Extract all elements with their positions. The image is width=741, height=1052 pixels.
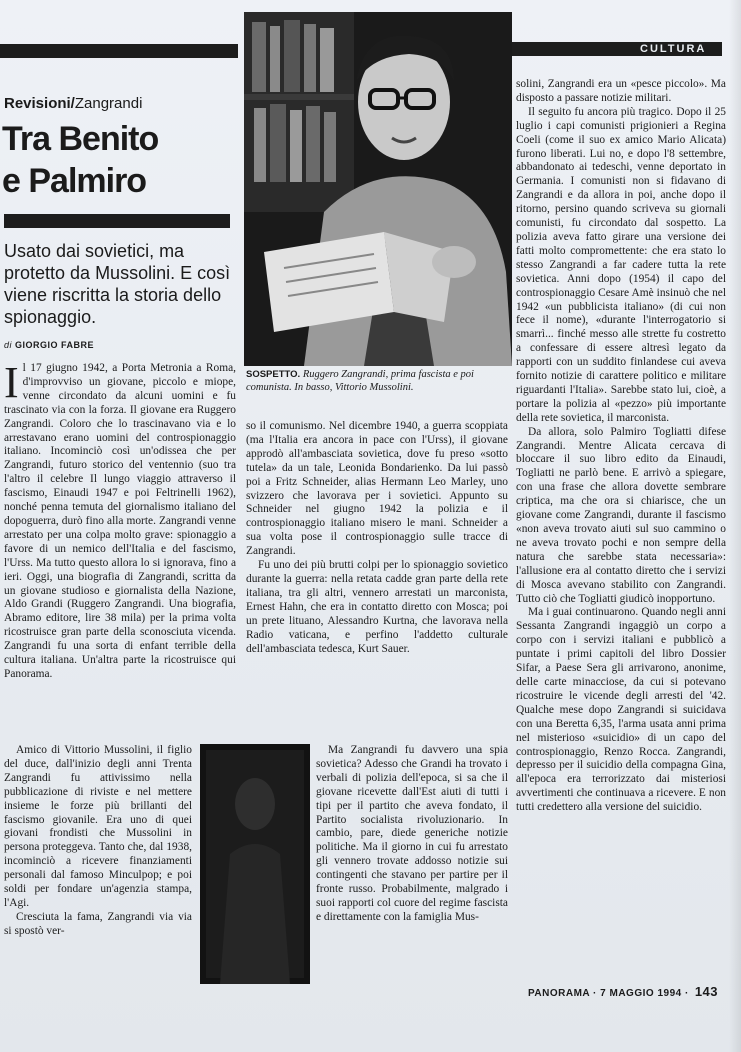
paragraph: Ma i guai continuarono. Quando negli anni Sessanta Zangrandi ingaggiò un corpo a corpo con i servizi italiani e pubblicò a puntate i primi capitoli del libro Dossier Sifar, a Paese Sera gli arrivarono, anonime, delle carte minacciose, da cui si potevano ricostruire le vicende degli arresti del '42. Qualche mese dopo Zangrandi si suicidava con una Beretta 6,35, l'arma usata anni prima nel misterioso «suicidio» di un capo del controspionaggio, Renzo Rocca. Zangrandi, depresso per il suicidio della compagna Gina, all'epoca era terrorizzato dai misteriosi avvertimenti che continuava a ricevere. E non tutti credettero alla versione del suicidio. xyxy=(516,606,726,814)
paragraph: Cresciuta la fama, Zangrandi via via si spostò ver- xyxy=(4,910,192,937)
page-number: 143 xyxy=(694,984,719,999)
section-label: CULTURA xyxy=(640,43,707,55)
headline-line-2: e Palmiro xyxy=(2,162,147,200)
headline xyxy=(2,118,234,202)
page-footer xyxy=(528,984,718,999)
article-column-1b xyxy=(4,744,192,939)
top-rule-left xyxy=(0,44,238,58)
photo-vittorio-mussolini xyxy=(200,744,310,984)
scan-edge-shadow xyxy=(729,0,741,1052)
drop-cap: I xyxy=(4,358,19,407)
photo-caption xyxy=(246,368,516,394)
article-column-1 xyxy=(4,358,236,682)
paragraph-text: l 17 giugno 1942, a Porta Metronia a Roma, d'improvviso un giovane, piccolo e miope, venne circondato da alcuni uomini e fu trascinato via con la forza. Il giovane era Ruggero Zangrandi. Coloro che lo trascinavano via e lo arrestavano erano uomini del controspionaggio italiano. Incominciò così un'odissea che per Zangrandi, futuro storico del ventennio (suo tra l'altro il celebre Il lungo viaggio attraverso il fascismo, Einaudi 1947 e poi Feltrinelli 1962), nonché penna temuta del giornalismo italiano del dopoguerra, durò fino alla morte. Zangrandi venne arrestato per una colpa molto grave: spionaggio a favore di un nemico dell'Italia e del fascismo, l'Urss. Ma tutto questo allora lo si ignorava, fino a ieri. Oggi, una biografia di Zangrandi, scritta da un giovane studioso e giornalista della Nazione, Aldo Grandi (Ruggero Zangrandi. Una biografia, Abramo editore, lire 38 mila) per la prima volta ricostruisce gran parte della sconosciuta vicenda. Zangrandi fu una sorta di enfant terrible della cultura italiana. Un'altra parte la ricostruisce qui Panorama. xyxy=(4,362,236,680)
byline-author: GIORGIO FABRE xyxy=(15,340,95,350)
photo-ruggero-zangrandi xyxy=(244,12,512,366)
paragraph: Fu uno dei più brutti colpi per lo spionaggio sovietico durante la guerra: nella retata cadde gran parte della rete italiana, tra gli altri, vennero arrestati un marconista, Ernest Hahn, che era in contatto diretto con Mosca; poi un prete lituano, Alessandro Kurtna, che lavorava nella Radio vaticana, e perfino l'addetto culturale dell'ambasciata tedesca, Kurt Sauer. xyxy=(246,559,508,655)
article-column-2b xyxy=(316,744,508,925)
paragraph: Da allora, solo Palmiro Togliatti difese Zangrandi. Mentre Alicata cercava di bloccare il suo libro edito da Einaudi, Togliatti ne parlò bene. E arrivò a spiegare, con una frase che allora dovette sembrare criptica, ma che ora si chiarisce, che un giovane come Zangrandi, durante il fascismo «non aveva trovato aiuti sul suo cammino o ne aveva trovato pochi e non sempre della natura che sarebbe stata necessaria»: l'allusione era al contatto diretto che i servizi di Mosca avevano stabilito con Zangrandi. Tutto ciò che Togliatti giudicò inopportuno. xyxy=(516,425,726,605)
paragraph: Amico di Vittorio Mussolini, il figlio del duce, dall'inizio degli anni Trenta Zangrandi fu attivissimo nella pubblicazione di riviste e nel mettere insieme le forze più brillanti del fascismo giovanile. Era uno di quei giovani frondisti che Mussolini in persona proteggeva. Tanto che, dal 1938, incominciò a ricevere finanziamenti personali dal famoso Minculpop; e poi soldi per fondare un'agenzia stampa, l'Agi. xyxy=(4,744,192,909)
caption-label: SOSPETTO. xyxy=(246,369,301,380)
caption-text: Ruggero Zangrandi, prima fascista e poi comunista. In basso, Vittorio Mussolini. xyxy=(246,369,474,393)
paragraph: so il comunismo. Nel dicembre 1940, a guerra scoppiata (ma l'Italia era ancora in pace con l'Urss), il giovane approdò all'ambasciata sovietica, dove fu preso «sotto tutela» da un tale, Leonida Bondarienko. Da lui passò poi a Fritz Schneider, alias Hermann Leo Marley, uno svizzero che lavorava per i sovietici. Appunto su Schneider nel giugno 1942 la polizia e il controspionaggio italiano misero le mani. Schneider a sua volta pose il controspionaggio sulle tracce di Zangrandi. xyxy=(246,420,508,558)
footer-publication: PANORAMA · 7 MAGGIO 1994 · xyxy=(528,988,689,999)
headline-line-1: Tra Benito xyxy=(2,120,159,158)
headline-rule xyxy=(4,214,230,228)
byline-prefix: di xyxy=(4,340,13,350)
kicker-suffix: Zangrandi xyxy=(74,95,143,112)
byline xyxy=(4,340,94,350)
small-portrait-image xyxy=(200,744,310,984)
kicker xyxy=(4,95,142,112)
paragraph: Il seguito fu ancora più tragico. Dopo il 25 luglio i capi comunisti prigionieri a Regina Coeli (come il suo ex amico Mario Alicata) furono liberati. Lui no, e dopo l'8 settembre, abbandonato ai tedeschi, venne deportato in Germania. I comunisti non si fidavano di Zangrandi e da allora in poi, anche dopo il ritorno, persino quando scriveva su giornali comunisti, fu circondato dal sospetto. La polizia aveva fatto girare una versione dei fatti molto compromettente: che era stato lo stesso Zangrandi a far cadere tutta la rete sovietica. Anni dopo (1954) il capo del controspionaggio Cesare Amè insinuò che nel 1942 «un pubblicista italiano» (di cui non fece il nome), «durante l'interrogatorio si smarrì... finché messo alle strette fu costretto a confessare di essere altresì legato da rapporti con un suddito finlandese cui aveva fornito notizie di carattere politico e militare riguardanti l'Italia». Sarebbe stato lui, cioè, a portare la polizia al «pezzo» più importante della rete sovietica, il marconista. xyxy=(516,105,726,424)
kicker-prefix: Revisioni/ xyxy=(4,95,75,112)
deck: Usato dai sovietici, ma protetto da Mussolini. E così viene riscritta la storia dello spionaggio. xyxy=(4,241,231,327)
portrait-image xyxy=(244,12,512,366)
paragraph xyxy=(4,358,236,682)
article-column-2 xyxy=(246,420,508,656)
paragraph: solini, Zangrandi era un «pesce piccolo». Ma disposto a passare notizie militari. xyxy=(516,78,726,104)
article-column-3 xyxy=(516,78,726,815)
paragraph: Ma Zangrandi fu davvero una spia sovietica? Adesso che Grandi ha trovato i verbali di polizia dell'epoca, si sa che il giovane ricevette dall'Est aiuti di tutti i tipi per il partito che aveva fondato, il Partito socialista rivoluzionario. In cambio, pare, diede generiche notizie politiche. Ma il giorno in cui fu arrestato gli vennero trovate addosso notizie sui contingenti che stavano per partire per il fronte russo. Probabilmente, malgrado i suoi rapporti col cuore del regime fascista e direttamente con la famiglia Mus- xyxy=(316,744,508,923)
